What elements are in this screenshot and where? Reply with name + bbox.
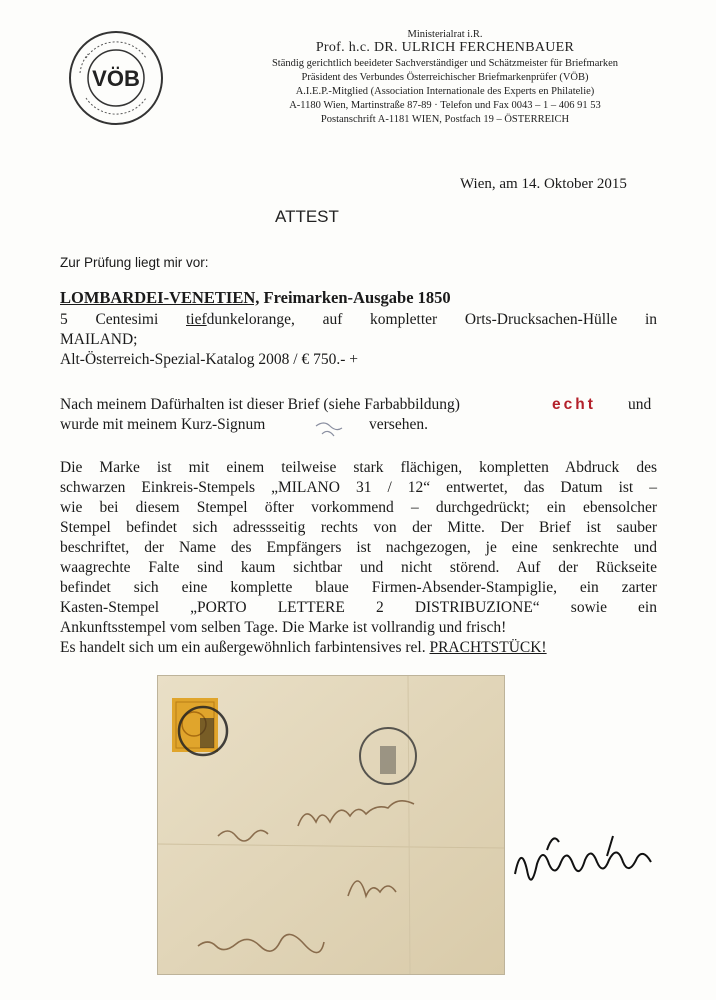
header-line-postal: Postanschrift A-1181 WIEN, Postfach 19 – ÖSTERREICH — [320, 114, 570, 125]
short-signature-mark — [312, 418, 352, 442]
header-line-aiep: A.I.E.P.-Mitglied (Association Internationale des Experts en Philatelie) — [295, 86, 595, 97]
header-line-title: Ministerialrat i.R. — [407, 29, 483, 40]
document-title: ATTEST — [275, 207, 339, 226]
expert-signature — [507, 826, 697, 906]
description-line: beschriftet, der Name des Empfängers ist nachgezogen, je eine senkrechte und — [60, 539, 657, 556]
header-line-qualification: Ständig gerichtlich beeideter Sachverständiger und Schätzmeister für Briefmarken — [271, 58, 619, 69]
seal-text: VÖB — [92, 66, 140, 91]
description-line: Die Marke ist mit einem teilweise stark flächigen, kompletten Abdruck des — [60, 459, 657, 476]
description-line: Ankunftsstempel vom selben Tage. Die Marke ist vollrandig und frisch! — [60, 619, 507, 636]
description-last-line: Es handelt sich um ein außergewöhnlich farbintensives rel. PRACHTSTÜCK! — [60, 639, 547, 656]
description-line: waagrechte Falte sind kaum sichtbar und nicht störend. Auf der Rückseite — [60, 559, 657, 576]
item-heading-issue: Freimarken-Ausgabe 1850 — [259, 288, 451, 307]
description-line: befindet sich eine komplette blaue Firmen-Absender-Stampiglie, ein zarter — [60, 579, 657, 596]
item-line-2: 5 Centesimi tiefdunkelorange, auf kompletter Orts-Drucksachen-Hülle in — [60, 311, 658, 328]
voeb-seal-logo — [66, 28, 166, 128]
opinion-line-1: Nach meinem Dafürhalten ist dieser Brief (siehe Farbabbildung) echt und — [60, 396, 652, 413]
item-heading-region: LOMBARDEI-VENETIEN, — [60, 288, 260, 307]
item-heading — [60, 288, 657, 308]
item-line-catalog: Alt-Österreich-Spezial-Katalog 2008 / € 750.- + — [60, 351, 358, 368]
cover-photo — [158, 676, 504, 974]
echt-label: echt — [552, 396, 596, 413]
description-line: schwarzen Einkreis-Stempels „MILANO 31 / 12“ entwertet, das Datum ist – — [60, 479, 657, 496]
header-line-address: A-1180 Wien, Martinstraße 87-89 · Telefon und Fax 0043 – 1 – 406 91 53 — [289, 100, 601, 111]
opinion-line-2: wurde mit meinem Kurz-Signum versehen. — [60, 416, 428, 433]
item-line-3: MAILAND; — [60, 331, 138, 348]
header-line-president: Präsident des Verbundes Österreichischer Briefmarkenprüfer (VÖB) — [301, 72, 589, 83]
document-date: Wien, am 14. Oktober 2015 — [460, 176, 627, 192]
header-line-name: Prof. h.c. DR. ULRICH FERCHENBAUER — [315, 40, 575, 55]
description-line: Kasten-Stempel „PORTO LETTERE 2 DISTRIBUZIONE“ sowie ein — [60, 599, 657, 616]
intro-text: Zur Prüfung liegt mir vor: — [60, 255, 209, 270]
description-line: wie bei diesem Stempel öfter vorkommend – durchgedrückt; ein ebensolcher — [60, 499, 657, 516]
description-line: Stempel befindet sich adressseitig rechts von der Mitte. Der Brief ist sauber — [60, 519, 657, 536]
